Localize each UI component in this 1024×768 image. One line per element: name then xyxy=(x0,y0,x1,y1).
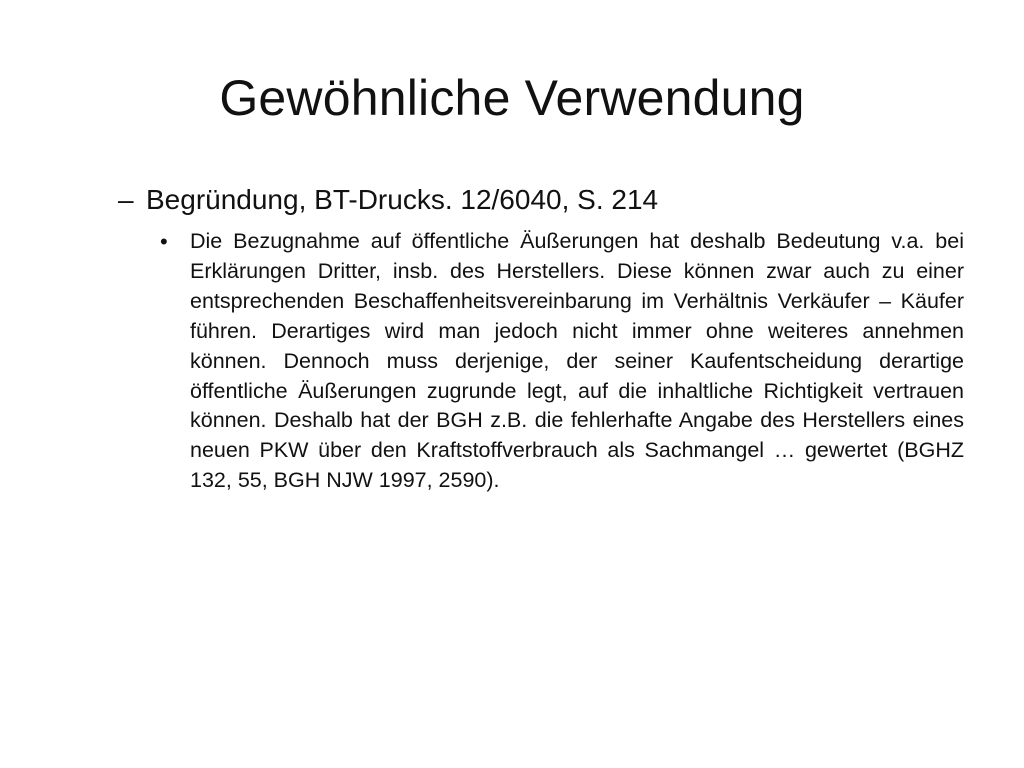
slide-title: Gewöhnliche Verwendung xyxy=(219,70,805,126)
level1-item xyxy=(118,180,978,220)
level2-item xyxy=(160,227,964,496)
level1-text: Begründung, BT-Drucks. 12/6040, S. 214 xyxy=(146,184,659,215)
dash-marker: – xyxy=(118,184,134,215)
bullet-marker: • xyxy=(160,229,168,254)
level2-text: Die Bezugnahme auf öffentliche Äußerungen hat deshalb Bedeutung v.a. bei Erklärungen Dritter, insb. des Herstellers. Diese können zwar auch zu einer entsprechenden Beschaffenheitsvereinbarung im Verhältnis Verkäufer – Käufer führen. Derartiges wird man jedoch nicht immer ohne weiteres annehmen können. Dennoch muss derjenige, der seiner Kaufentscheidung derartige öffentliche Äußerungen zugrunde legt, auf die inhaltliche Richtigkeit vertrauen können. Deshalb hat der BGH z.B. die fehlerhafte Angabe des Herstellers eines neuen PKW über den Kraftstoffverbrauch als Sachmangel … gewertet (BGHZ 132, 55, BGH NJW 1997, 2590). xyxy=(190,229,964,493)
